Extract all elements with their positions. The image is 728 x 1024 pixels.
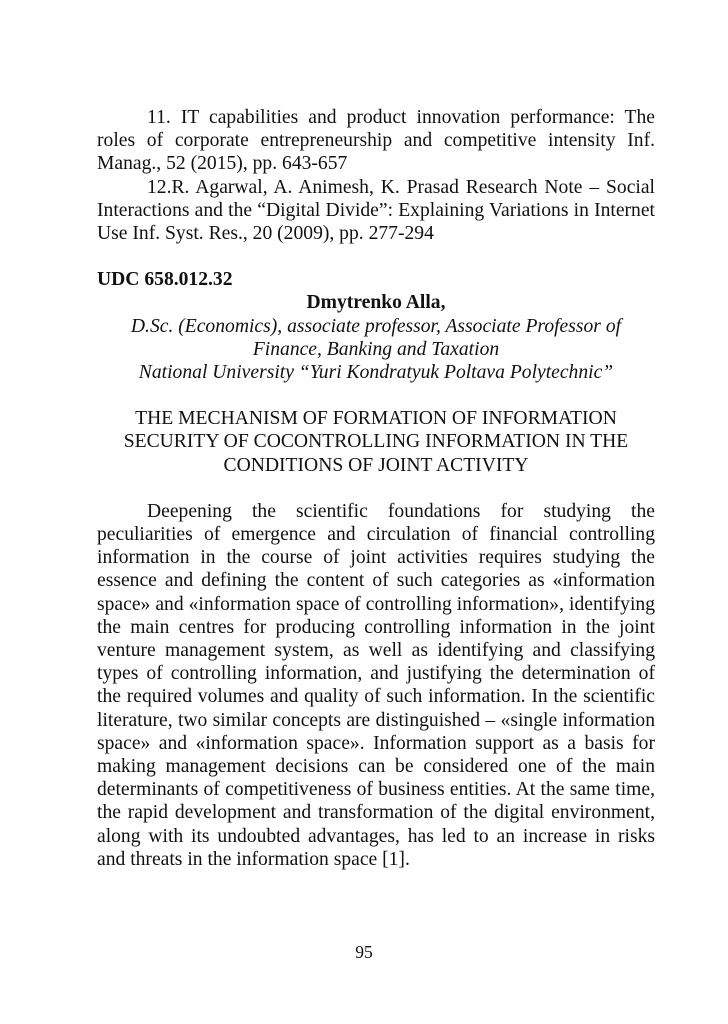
reference-11: 11. IT capabilities and product innovation performance: The roles of corporate entrepreneurship and competitive intensity Inf. Manag., 52 (2015), pp. 643-657 [97, 107, 655, 175]
reference-12: 12.R. Agarwal, A. Animesh, K. Prasad Research Note – Social Interactions and the “Digital Divide”: Explaining Variations in Internet Use Inf. Syst. Res., 20 (2009), pp. 277-294 [97, 176, 655, 245]
page-number: 95 [355, 942, 373, 962]
article-body-paragraph: Deepening the scientific foundations for studying the peculiarities of emergence and circulation of financial controlling information in the course of joint activities requires studying the essence and defining the content of such categories as «information space» and «information space of controlling information», identifying the main centres for producing controlling information in the joint venture management system, as well as identifying and classifying types of controlling information, and justifying the determination of the required volumes and quality of such information. In the scientific literature, two similar concepts are distinguished – «single information space» and «information space». Information support as a basis for making management decisions can be considered one of the main determinants of competitiveness of business entities. At the same time, the rapid development and transformation of the digital environment, along with its undoubted advantages, has led to an increase in risks and threats in the information space [1]. [97, 500, 655, 870]
author-name: Dmytrenko Alla, [306, 292, 446, 314]
spacer [97, 245, 655, 268]
spacer [97, 384, 655, 407]
author-position: D.Sc. (Economics), associate professor, Associate Professor of Finance, Banking and Taxation [130, 315, 622, 360]
author-institution: National University “Yuri Kondratyuk Poltava Polytechnic” [138, 362, 614, 384]
spacer [97, 477, 655, 500]
article-title: THE MECHANISM OF FORMATION OF INFORMATION SECURITY OF COCONTROLLING INFORMATION IN THE CONDITIONS OF JOINT ACTIVITY [123, 408, 629, 476]
document-page [97, 106, 655, 871]
udc-code: UDC 658.012.32 [97, 269, 233, 291]
